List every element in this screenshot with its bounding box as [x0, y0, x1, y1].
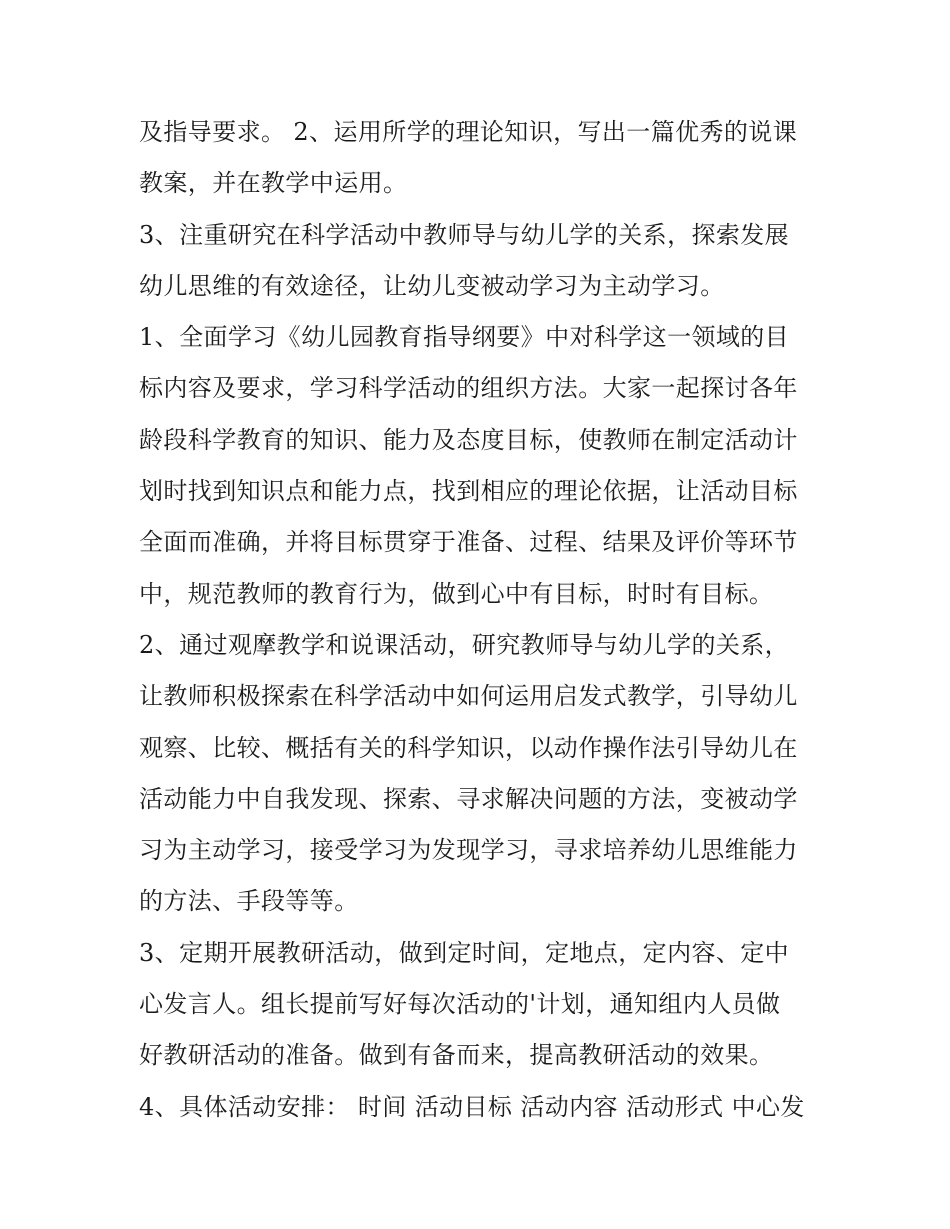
text-line: 标内容及要求，学习科学活动的组织方法。大家一起探讨各年 — [139, 374, 798, 403]
text-line: 2、通过观摩教学和说课活动，研究教师导与幼儿学的关系， — [139, 630, 790, 659]
text-line: 全面而准确，并将目标贯穿于准备、过程、结果及评价等环节 — [139, 528, 798, 557]
text-line: 教案，并在教学中运用。 — [139, 169, 408, 198]
text-line: 好教研活动的准备。做到有备而来，提高教研活动的效果。 — [139, 1041, 774, 1070]
text-line: 龄段科学教育的知识、能力及态度目标，使教师在制定活动计 — [139, 425, 798, 454]
text-line: 的方法、手段等等。 — [139, 887, 359, 916]
text-line: 4、具体活动安排： 时间 活动目标 活动内容 活动形式 中心发 — [139, 1092, 805, 1121]
text-line: 3、注重研究在科学活动中教师导与幼儿学的关系，探索发展 — [139, 220, 790, 249]
text-line: 3、定期开展教研活动，做到定时间，定地点，定内容、定中 — [139, 938, 790, 967]
text-line: 习为主动学习，接受学习为发现学习，寻求培养幼儿思维能力 — [139, 836, 798, 865]
text-line: 活动能力中自我发现、探索、寻求解决问题的方法，变被动学 — [139, 784, 798, 813]
text-line: 1、全面学习《幼儿园教育指导纲要》中对科学这一领域的目 — [139, 323, 790, 352]
text-line: 划时找到知识点和能力点，找到相应的理论依据，让活动目标 — [139, 477, 798, 506]
document-body — [139, 107, 819, 1133]
text-line: 让教师积极探索在科学活动中如何运用启发式教学，引导幼儿 — [139, 682, 798, 711]
text-line: 心发言人。组长提前写好每次活动的'计划，通知组内人员做 — [139, 990, 781, 1019]
text-line: 幼儿思维的有效途径，让幼儿变被动学习为主动学习。 — [139, 271, 725, 300]
text-line: 中，规范教师的教育行为，做到心中有目标，时时有目标。 — [139, 579, 774, 608]
text-line: 观察、比较、概括有关的科学知识，以动作操作法引导幼儿在 — [139, 733, 798, 762]
text-line: 及指导要求。 2、运用所学的理论知识，写出一篇优秀的说课 — [139, 118, 798, 146]
